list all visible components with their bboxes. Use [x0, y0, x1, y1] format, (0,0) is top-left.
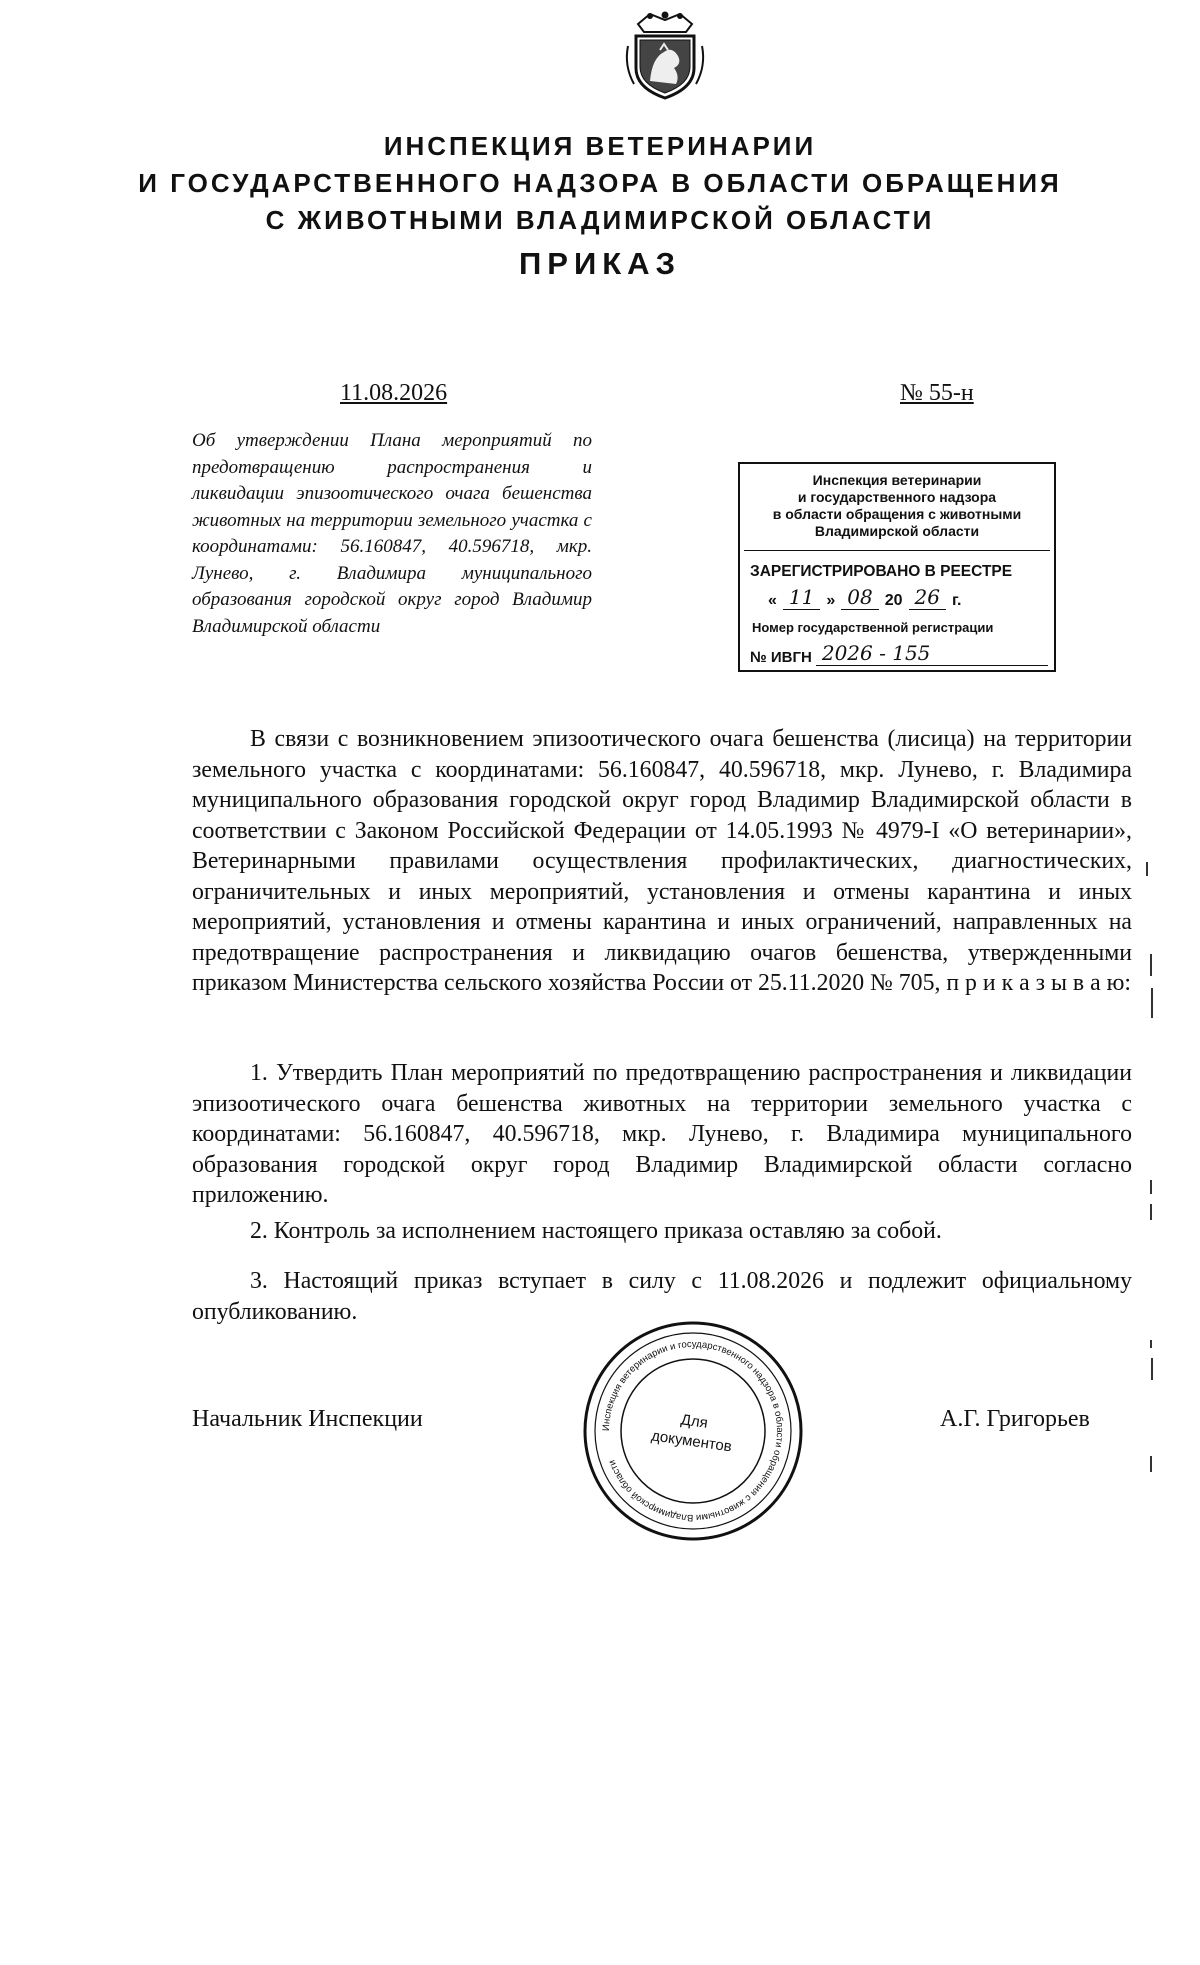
stamp-year-suffix: 26: [909, 585, 946, 610]
document-number: № 55-н: [900, 380, 974, 406]
stamp-registered: ЗАРЕГИСТРИРОВАНО В РЕЕСТРЕ: [750, 563, 1013, 580]
stamp-day: 11: [783, 585, 820, 610]
seal-ring-text: Инспекция ветеринарии и государственного надзора в области обращения с животными Владимирской области: [600, 1338, 786, 1524]
stamp-year-end: г.: [951, 592, 962, 609]
document-date: 11.08.2026: [340, 380, 448, 406]
stamp-line-2: и государственного надзора: [797, 489, 997, 505]
stamp-date: « 11 » 08 20 26 г.: [768, 585, 962, 609]
preamble-paragraph: В связи с возникновением эпизоотического очага бешенства (лисица) на территории земельного участка с координатами: 56.160847, 40.596718, мкр. Лунево, г. Владимира муниципального образования городской округ город Владимир Владимирской области в соответствии с Законом Российской Федерации от 14.05.1993 № 4979-I «О ветеринарии», Ветеринарными правилами осуществления профилактических, диагностических, ограничительных и иных мероприятий, установления и отмены карантина и иных мероприятий, установления и отмены карантина и иных ограничений, направленных на предотвращение распространения и ликвидацию очагов бешенства, утвержденными приказом Министерства сельского хозяйства России от 25.11.2020 № 705, п р и к а з ы в а ю:: [192, 726, 1132, 996]
document-subject: Об утверждении Плана мероприятий по предотвращению распространения и ликвидации эпизоотического очага бешенства животных на территории земельного участка с координатами: 56.160847, 40.596718, мкр. Лунево, г. Владимира муниципального образования городской округ город Владимир Владимирской области: [192, 430, 592, 637]
stamp-reg-label: Номер государственной регистрации: [752, 620, 994, 635]
signatory-name: А.Г. Григорьев: [940, 1406, 1090, 1432]
svg-text:Инспекция ветеринарии и госуда: [601, 1339, 785, 1523]
seal-center-line-2: документов: [650, 1427, 733, 1456]
document-type: ПРИКАЗ: [519, 246, 681, 281]
stamp-line-3: в области обращения с животными: [772, 506, 1022, 522]
registration-stamp: [738, 462, 1056, 672]
stamp-line-1: Инспекция ветеринарии: [812, 472, 982, 488]
coat-of-arms-icon: [620, 6, 710, 101]
stamp-divider: [744, 550, 1050, 551]
org-line-2: И ГОСУДАРСТВЕННОГО НАДЗОРА В ОБЛАСТИ ОБРАЩЕНИЯ: [138, 168, 1062, 198]
stamp-month: 08: [841, 585, 878, 610]
organization-name: [0, 128, 1200, 239]
org-line-1: ИНСПЕКЦИЯ ВЕТЕРИНАРИИ: [383, 131, 817, 161]
order-item-1: 1. Утвердить План мероприятий по предотвращению распространения и ликвидации эпизоотического очага бешенства животных на территории земельного участка с координатами: 56.160847, 40.596718, мкр. Лунево, г. Владимира муниципального образования городской округ город Владимир Владимирской области согласно приложению.: [192, 1060, 1132, 1208]
order-item-2: 2. Контроль за исполнением настоящего приказа оставляю за собой.: [250, 1218, 942, 1244]
signatory-role: Начальник Инспекции: [192, 1406, 423, 1432]
stamp-reg-number-row: [750, 641, 1048, 666]
stamp-reg-number: 2026 - 155: [816, 641, 1048, 666]
seal-center-line-1: Для: [679, 1411, 709, 1432]
order-item-3: 3. Настоящий приказ вступает в силу с 11.08.2026 и подлежит официальному опубликованию.: [192, 1268, 1132, 1325]
official-seal: [580, 1318, 806, 1544]
stamp-reg-prefix: № ИВГН: [750, 649, 812, 666]
stamp-year-prefix: 20: [884, 592, 903, 609]
stamp-line-4: Владимирской области: [814, 523, 980, 539]
org-line-3: С ЖИВОТНЫМИ ВЛАДИМИРСКОЙ ОБЛАСТИ: [265, 205, 935, 235]
